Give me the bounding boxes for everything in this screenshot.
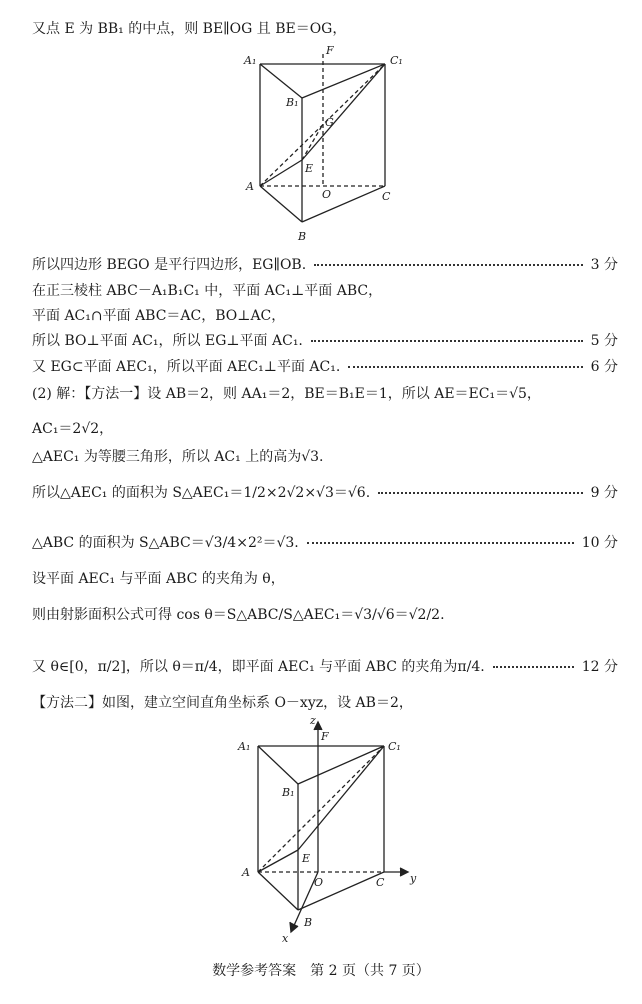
prism-figure-2 bbox=[226, 716, 426, 946]
text-line-1 bbox=[32, 20, 618, 38]
text-line-10 bbox=[32, 484, 618, 502]
line-text: 【方法二】如图，建立空间直角坐标系 O－xyz，设 AB＝2， bbox=[32, 695, 413, 711]
page-footer: 数学参考答案 第 2 页（共 7 页） bbox=[212, 963, 430, 979]
label-G: G bbox=[325, 116, 334, 129]
prism-figure-1 bbox=[230, 44, 420, 250]
prism-diagram-2 bbox=[226, 716, 426, 946]
label-A1: A₁ bbox=[238, 740, 251, 753]
score: 6 分 bbox=[590, 359, 618, 375]
score: 10 分 bbox=[581, 535, 618, 551]
text-line-6 bbox=[32, 358, 618, 376]
text-line-7 bbox=[32, 385, 618, 403]
line-text: 平面 AC₁∩平面 ABC＝AC，BO⊥AC， bbox=[32, 308, 286, 324]
text-line-9 bbox=[32, 448, 618, 466]
text-line-5 bbox=[32, 332, 618, 350]
text-line-3 bbox=[32, 282, 618, 300]
text-line-11 bbox=[32, 534, 618, 552]
line-text: △ABC 的面积为 S△ABC＝√3/4×2²＝√3. bbox=[32, 535, 299, 551]
score: 9 分 bbox=[590, 485, 618, 501]
line-text: △AEC₁ 为等腰三角形，所以 AC₁ 上的高为√3. bbox=[32, 449, 324, 465]
label-O: O bbox=[314, 876, 324, 889]
line-text: AC₁＝2√2， bbox=[32, 421, 114, 437]
label-A1: A₁ bbox=[244, 54, 257, 67]
score-leader bbox=[307, 542, 574, 544]
text-line-2 bbox=[32, 256, 618, 274]
label-B1: B₁ bbox=[282, 786, 295, 799]
label-A: A bbox=[246, 180, 254, 193]
label-B1: B₁ bbox=[286, 96, 299, 109]
label-F: F bbox=[321, 730, 329, 743]
score-leader bbox=[311, 340, 583, 342]
line-text: 则由射影面积公式可得 cos θ＝S△ABC/S△AEC₁＝√3/√6＝√2/2. bbox=[32, 607, 445, 623]
text-line-4 bbox=[32, 307, 618, 325]
text-line-13 bbox=[32, 606, 618, 624]
text-line-12 bbox=[32, 570, 618, 588]
line-text: 所以四边形 BEGO 是平行四边形，EG∥OB. bbox=[32, 257, 307, 273]
score: 5 分 bbox=[590, 333, 618, 349]
label-C1: C₁ bbox=[388, 740, 401, 753]
label-A: A bbox=[242, 866, 250, 879]
line-text: 又 EG⊂平面 AEC₁，所以平面 AEC₁⊥平面 AC₁. bbox=[32, 359, 341, 375]
line-text: 在正三棱柱 ABC－A₁B₁C₁ 中，平面 AC₁⊥平面 ABC， bbox=[32, 283, 383, 299]
score: 12 分 bbox=[581, 659, 618, 675]
label-B: B bbox=[298, 230, 307, 243]
score-leader bbox=[314, 264, 582, 266]
label-z: z bbox=[310, 716, 316, 727]
score: 3 分 bbox=[590, 257, 618, 273]
line-text: 又 θ∈[0，π/2]，所以 θ＝π/4，即平面 AEC₁ 与平面 ABC 的夹角为π/4. bbox=[32, 659, 485, 675]
label-E: E bbox=[305, 162, 314, 175]
label-x: x bbox=[282, 932, 289, 945]
score-leader bbox=[348, 366, 582, 368]
text-line-14 bbox=[32, 658, 618, 676]
line-text: 又点 E 为 BB₁ 的中点，则 BE∥OG 且 BE＝OG， bbox=[32, 21, 347, 37]
score-leader bbox=[493, 666, 574, 668]
prism-diagram-1 bbox=[230, 44, 420, 250]
line-text: 设平面 AEC₁ 与平面 ABC 的夹角为 θ， bbox=[32, 571, 285, 587]
score-leader bbox=[378, 492, 582, 494]
label-B: B bbox=[304, 916, 313, 929]
line-text: (2) 解：【方法一】设 AB＝2，则 AA₁＝2，BE＝B₁E＝1，所以 AE＝EC₁＝√5， bbox=[32, 386, 541, 402]
label-y: y bbox=[410, 872, 417, 885]
line-text: 所以 BO⊥平面 AC₁，所以 EG⊥平面 AC₁. bbox=[32, 333, 303, 349]
text-line-15 bbox=[32, 694, 618, 712]
text-line-8 bbox=[32, 420, 618, 438]
label-F: F bbox=[326, 44, 334, 57]
label-C: C bbox=[376, 876, 385, 889]
label-C: C bbox=[382, 190, 391, 203]
label-E: E bbox=[302, 852, 311, 865]
label-C1: C₁ bbox=[390, 54, 403, 67]
label-O: O bbox=[322, 188, 332, 201]
line-text: 所以△AEC₁ 的面积为 S△AEC₁＝1/2×2√2×√3＝√6. bbox=[32, 485, 371, 501]
